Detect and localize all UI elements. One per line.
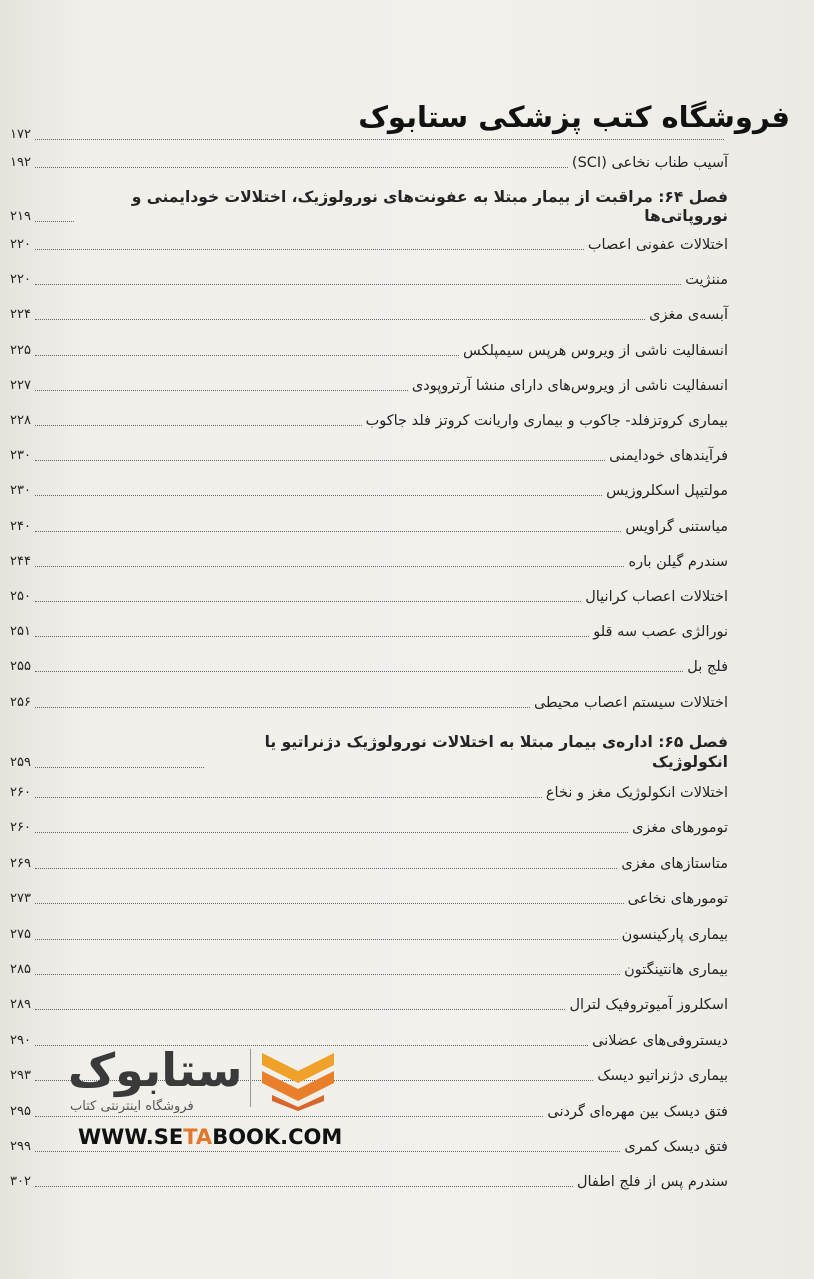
toc-entry [10, 510, 728, 536]
toc-entry-title: آبسه‌ی مغزی [649, 307, 728, 324]
toc-leader-dots [35, 566, 624, 567]
toc-leader-dots [35, 707, 530, 708]
toc-entry-page: ۱۹۲ [10, 155, 31, 170]
toc-leader-dots [35, 939, 618, 940]
toc-leader-dots [35, 390, 408, 391]
toc-entry-page: ۲۹۹ [10, 1139, 31, 1154]
toc-leader-dots [35, 903, 624, 904]
toc-entry [10, 118, 728, 144]
toc-leader-dots [35, 767, 204, 768]
toc-leader-dots [35, 636, 589, 637]
toc-entry [10, 474, 728, 500]
brand-divider [250, 1049, 251, 1107]
toc-leader-dots [35, 1186, 573, 1187]
toc-entry-page: ۲۲۵ [10, 342, 31, 358]
chevron-stack-icon [258, 1049, 338, 1111]
toc-entry-title: فتق دیسک کمری [624, 1139, 728, 1155]
brand-url-prefix: WWW.SE [78, 1125, 184, 1149]
toc-entry-title: انسفالیت ناشی از ویروس هرپس سیمپلکس [462, 342, 728, 359]
toc-leader-dots [35, 832, 628, 833]
toc-entry-page: ۲۲۷ [10, 377, 31, 393]
toc-entry-page: ۲۹۳ [10, 1068, 31, 1084]
toc-entry-title: انسفالیت ناشی از ویروس‌های دارای منشا آرتروپودی [411, 377, 728, 394]
toc-leader-dots [35, 495, 602, 496]
toc-entry-title: اختلالات اعصاب کرانیال [585, 589, 728, 605]
toc-entry [10, 686, 728, 712]
store-title: فروشگاه کتب پزشکی ستابوک [358, 100, 790, 134]
chapter-65-title: فصل ۶۵: اداره‌ی بیمار مبتلا به اختلالات نورولوژیک دژنراتیو یا انکولوژیک [264, 733, 728, 771]
toc-leader-dots [35, 319, 645, 320]
toc-entry-page: ۲۲۸ [10, 413, 31, 428]
chapter-64-page: ۲۱۹ [10, 209, 31, 224]
toc-entry-title: سندرم گیلن باره [628, 553, 728, 570]
chapter-65-heading [10, 720, 728, 772]
toc-entry-title: تومورهای نخاعی [627, 891, 728, 908]
toc-entry-title: سندرم پس از فلج اطفال [576, 1174, 728, 1191]
toc-entry [10, 1165, 728, 1191]
toc-entry [10, 811, 728, 837]
toc-entry-page: ۲۹۰ [10, 1032, 31, 1048]
toc-entry-title: تومورهای مغزی [632, 820, 728, 837]
brand-url-suffix: BOOK.COM [212, 1125, 343, 1149]
toc-entry [10, 404, 728, 430]
toc-entry-page: ۲۳۰ [10, 448, 31, 464]
toc-entry [10, 918, 728, 944]
toc-entry [10, 146, 728, 172]
toc-leader-dots [35, 284, 681, 285]
setabook-watermark [68, 1043, 358, 1163]
toc-entry-title: بیماری دژنراتیو دیسک [597, 1068, 728, 1085]
toc-entry [10, 847, 728, 873]
toc-entry-page: ۱۷۲ [10, 127, 31, 142]
toc-entry-page: ۲۴۰ [10, 518, 31, 534]
toc-entry-title: بیماری پارکینسون [621, 926, 728, 943]
toc-entry-title: فتق دیسک بین مهره‌ای گردنی [547, 1103, 728, 1120]
toc-leader-dots [35, 531, 621, 532]
toc-entry-page: ۲۸۹ [10, 997, 31, 1013]
toc-entry-page: ۲۲۴ [10, 307, 31, 323]
toc-entry-title: اسکلروز آمیوتروفیک لترال [569, 997, 728, 1014]
toc-entry-title: نورالژی عصب سه قلو [593, 624, 728, 641]
toc-leader-dots [35, 221, 74, 222]
toc-entry-page: ۲۷۵ [10, 926, 31, 942]
toc-entry-title: فلج بل [687, 659, 728, 676]
toc-leader-dots [35, 249, 584, 250]
toc-entry [10, 228, 728, 254]
toc-entry-page: ۲۶۹ [10, 855, 31, 871]
toc-entry-title: آسیب طناب نخاعی (SCI) [571, 155, 728, 171]
toc-entry-page: ۲۷۳ [10, 891, 31, 907]
toc-entry-page: ۲۴۴ [10, 553, 31, 569]
toc-entry-page: ۲۲۰ [10, 237, 31, 252]
toc-entry [10, 334, 728, 360]
toc-leader-dots [35, 797, 542, 798]
toc-entry-title: دیستروفی‌های عضلانی [592, 1032, 728, 1049]
toc-entry-page: ۲۸۵ [10, 962, 31, 977]
toc-entry [10, 263, 728, 289]
toc-leader-dots [35, 167, 568, 168]
toc-entry-page: ۲۲۰ [10, 272, 31, 288]
toc-entry-title: مننژیت [685, 272, 728, 289]
toc-entry-page: ۲۹۵ [10, 1103, 31, 1119]
toc-entry [10, 298, 728, 324]
toc-leader-dots [35, 601, 581, 602]
toc-entry-title: فرآیندهای خودایمنی [609, 448, 728, 465]
toc-entry [10, 580, 728, 606]
toc-entry [10, 988, 728, 1014]
toc-leader-dots [35, 974, 620, 975]
toc-entry-page: ۲۶۰ [10, 785, 31, 800]
toc-entry [10, 776, 728, 802]
brand-url[interactable] [78, 1125, 342, 1149]
toc-entry-title: اختلالات انکولوژیک مغز و نخاع [545, 785, 728, 801]
toc-entry-page: ۲۵۵ [10, 659, 31, 675]
chapter-65-page: ۲۵۹ [10, 755, 31, 770]
toc-entry-title: میاستنی گراویس [625, 518, 728, 535]
toc-leader-dots [35, 868, 617, 869]
toc-entry [10, 650, 728, 676]
brand-subtitle: فروشگاه اینترنتی کتاب [70, 1099, 194, 1114]
brand-url-accent: TA [183, 1125, 213, 1149]
toc-entry [10, 545, 728, 571]
toc-entry [10, 615, 728, 641]
toc-entry [10, 953, 728, 979]
toc-entry-page: ۲۵۱ [10, 624, 31, 640]
toc-entry-page: ۲۶۰ [10, 820, 31, 836]
toc-entry-page: ۲۵۰ [10, 589, 31, 604]
brand-name: ستابوک [68, 1043, 243, 1097]
toc-entry [10, 369, 728, 395]
toc-entry-title: بیماری هانتینگتون [624, 962, 728, 978]
toc-entry [10, 882, 728, 908]
toc-entry-title: بیماری کروتزفلد- جاکوب و بیماری واریانت کروتز فلد جاکوب [365, 413, 728, 429]
toc-leader-dots [35, 139, 724, 140]
chapter-64-title: فصل ۶۴: مراقبت از بیمار مبتلا به عفونت‌های نورولوژیک، اختلالات خودایمنی و نوروپاتی‌ها [131, 188, 728, 225]
chapter-64-heading [10, 188, 728, 226]
toc-entry [10, 439, 728, 465]
toc-leader-dots [35, 460, 605, 461]
toc-entry-title: اختلالات سیستم اعصاب محیطی [533, 694, 728, 711]
toc-leader-dots [35, 1009, 565, 1010]
toc-leader-dots [35, 355, 459, 356]
toc-entry-title: مولتیپل اسکلروزیس [606, 483, 728, 500]
toc-entry-page: ۳۰۲ [10, 1174, 31, 1190]
toc-entry-title: اختلالات عفونی اعصاب [587, 237, 728, 253]
toc-leader-dots [35, 671, 683, 672]
toc-entry-page: ۲۵۶ [10, 694, 31, 710]
toc-entry-title: متاستازهای مغزی [621, 855, 728, 872]
toc-leader-dots [35, 425, 362, 426]
toc-entry-page: ۲۳۰ [10, 483, 31, 499]
